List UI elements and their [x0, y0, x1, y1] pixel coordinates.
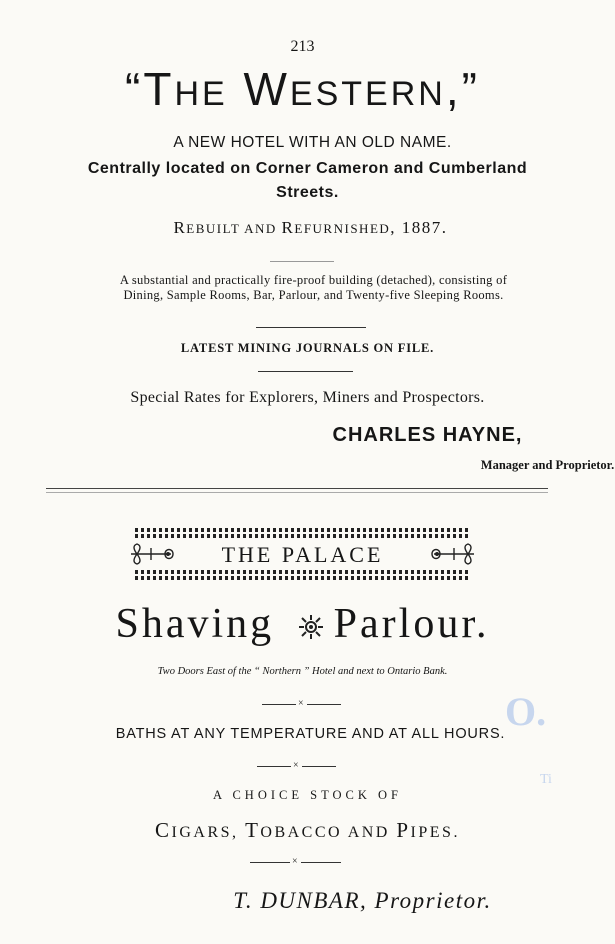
section-divider — [46, 488, 548, 489]
dotted-border — [135, 528, 470, 532]
bleed-through-mark: Ti — [540, 772, 552, 787]
hotel-subtitle: A NEW HOTEL WITH AN OLD NAME. — [173, 134, 452, 151]
flower-ornament-icon — [298, 614, 324, 640]
mining-journals-line: LATEST MINING JOURNALS ON FILE. — [180, 341, 435, 355]
page-number: 213 — [290, 38, 315, 55]
proprietor-line: T. DUNBAR, Proprietor. — [233, 888, 492, 913]
palace-banner — [135, 528, 470, 580]
palace-location: Two Doors East of the “ Northern ” Hotel and next to Ontario Bank. — [157, 666, 448, 677]
dotted-border — [135, 534, 470, 538]
divider — [270, 261, 334, 262]
special-rates-line: Special Rates for Explorers, Miners and Prospectors. — [130, 389, 485, 406]
choice-stock-line: A CHOICE STOCK OF — [213, 788, 402, 802]
bleed-through-mark: O. — [505, 689, 547, 734]
dotted-border — [135, 570, 470, 574]
scroll-ornament-icon — [428, 542, 478, 566]
hotel-title: “THE WESTERN,” — [125, 63, 480, 115]
location-line-1: Centrally located on Corner Cameron and Cumberland — [87, 160, 528, 177]
location-line-2: Streets. — [276, 184, 339, 201]
divider — [256, 327, 366, 328]
palace-title: THE PALACE — [221, 542, 384, 567]
divider — [258, 371, 353, 372]
manager-name: CHARLES HAYNE, — [332, 424, 523, 446]
manager-title: Manager and Proprietor. — [480, 458, 615, 472]
description-line-2: Dining, Sample Rooms, Bar, Parlour, and Twenty-five Sleeping Rooms. — [123, 288, 504, 302]
shaving-parlour-heading: Shaving Parlour. — [115, 601, 490, 647]
goods-line: CIGARS, TOBACCO AND PIPES. — [155, 818, 460, 842]
description-line-1: A substantial and practically fire-proof building (detached), consisting of — [119, 273, 508, 287]
rebuilt-line: REBUILT AND REFURNISHED, 1887. — [173, 218, 448, 237]
section-divider — [46, 492, 548, 493]
baths-line: BATHS AT ANY TEMPERATURE AND AT ALL HOURS. — [115, 726, 506, 742]
dotted-border — [135, 576, 470, 580]
